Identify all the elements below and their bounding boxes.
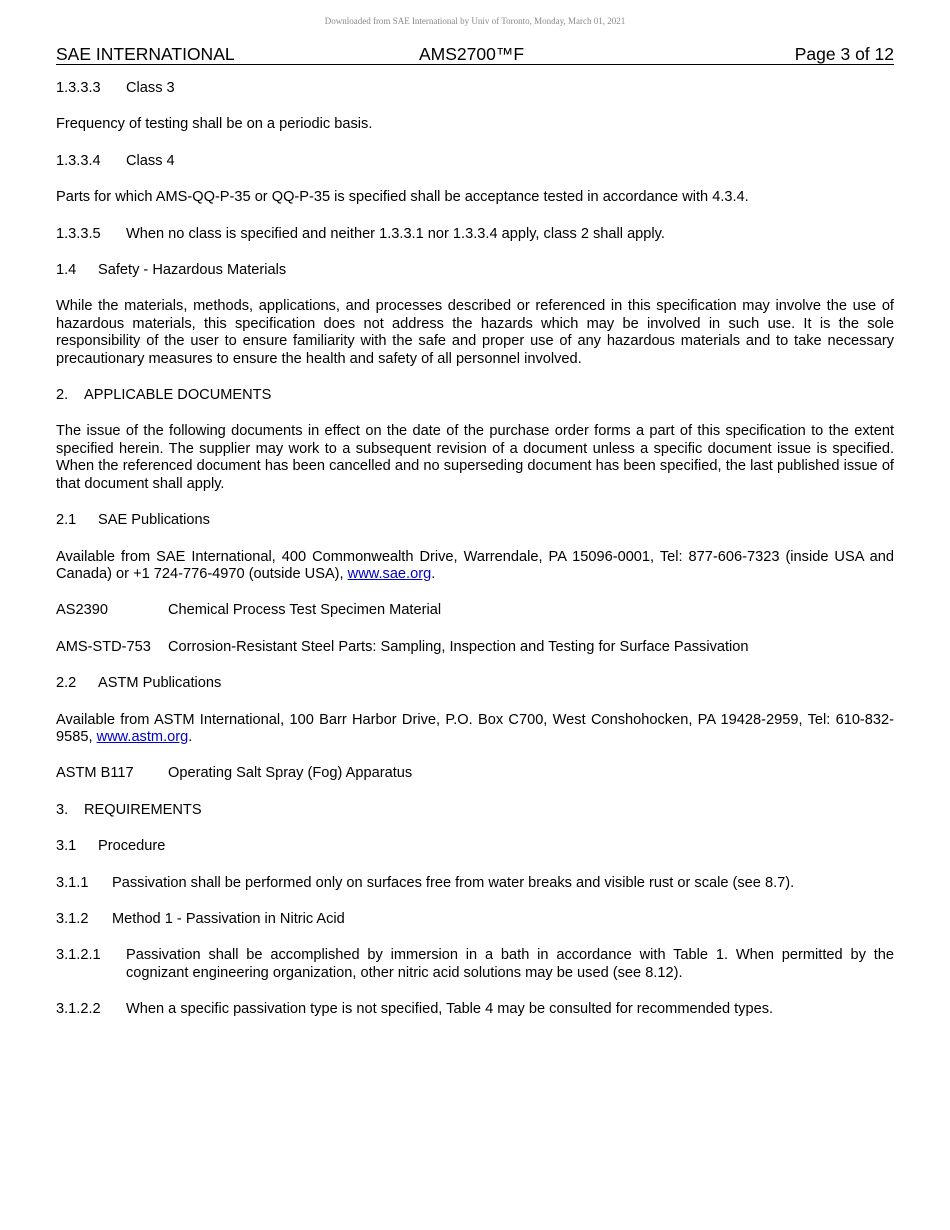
paragraph-applicable-documents: The issue of the following documents in effect on the date of the purchase order forms a part of this specification to the extent specified herein. The supplier may work to a subsequent revision of a document unless a specific document issue is specified. When the referenced document has been cancelled and no superseding document has been specified, the last published issue of that document shall apply. bbox=[56, 423, 894, 492]
period: . bbox=[188, 728, 193, 745]
heading-3 bbox=[56, 802, 894, 819]
reference-as2390 bbox=[56, 602, 894, 619]
astm-website-link[interactable]: www.astm.org bbox=[96, 728, 189, 745]
period: . bbox=[431, 565, 436, 582]
section-number: 3.1.2.1 bbox=[56, 947, 101, 964]
section-title: APPLICABLE DOCUMENTS bbox=[84, 387, 272, 404]
section-number: 1.3.3.5 bbox=[56, 225, 101, 242]
paragraph-class-4: Parts for which AMS-QQ-P-35 or QQ-P-35 is specified shall be acceptance tested in accordance with 4.3.4. bbox=[56, 189, 749, 206]
heading-1-3-3-4 bbox=[56, 153, 894, 170]
reference-title: Corrosion-Resistant Steel Parts: Sampling, Inspection and Testing for Surface Passivation bbox=[168, 638, 749, 655]
section-title: Class 3 bbox=[126, 80, 175, 96]
document-body bbox=[56, 80, 894, 1019]
section-number: 1.4 bbox=[56, 262, 77, 279]
reference-code: AS2390 bbox=[56, 602, 108, 619]
clause-text: When no class is specified and neither 1.3.3.1 nor 1.3.3.4 apply, class 2 shall apply. bbox=[126, 225, 665, 242]
section-number: 3.1.2 bbox=[56, 910, 89, 927]
heading-3-1-2 bbox=[56, 911, 894, 928]
reference-title: Operating Salt Spray (Fog) Apparatus bbox=[168, 765, 413, 782]
clause-3-1-1 bbox=[56, 875, 894, 892]
heading-2-1 bbox=[56, 512, 894, 529]
section-number: 3.1.1 bbox=[56, 874, 89, 891]
section-title: Procedure bbox=[98, 838, 166, 855]
section-number: 2.2 bbox=[56, 675, 77, 692]
reference-code: ASTM B117 bbox=[56, 765, 134, 782]
clause-text: Passivation shall be performed only on surfaces free from water breaks and visible rust or scale (see 8.7). bbox=[112, 874, 795, 891]
clause-text: Passivation shall be accomplished by immersion in a bath in accordance with Table 1. When permitted by the cognizant engineering organization, other nitric acid solutions may be used (see 8.12). bbox=[126, 947, 894, 981]
clause-3-1-2-2 bbox=[56, 1001, 894, 1018]
download-watermark: Downloaded from SAE International by Univ of Toronto, Monday, March 01, 2021 bbox=[324, 16, 626, 26]
section-number: 3.1.2.2 bbox=[56, 1001, 101, 1018]
sae-address-text: Available from SAE International, 400 Commonwealth Drive, Warrendale, PA 15096-0001, Tel: 877-606-7323 (inside USA and Canada) or +1 724-776-4970 (outside USA), bbox=[56, 548, 894, 582]
clause-3-1-2-1 bbox=[56, 947, 894, 982]
heading-1-3-3-3 bbox=[56, 80, 894, 97]
reference-ams-std-753 bbox=[56, 639, 894, 656]
header-organization: SAE INTERNATIONAL bbox=[56, 44, 235, 64]
section-title: SAE Publications bbox=[98, 512, 210, 529]
heading-2 bbox=[56, 387, 894, 404]
section-number: 3. bbox=[56, 801, 69, 818]
paragraph-sae-availability bbox=[56, 549, 894, 584]
section-title: ASTM Publications bbox=[98, 675, 222, 692]
section-number: 2. bbox=[56, 387, 69, 404]
section-number: 3.1 bbox=[56, 838, 77, 855]
clause-1-3-3-5 bbox=[56, 226, 894, 243]
reference-code: AMS-STD-753 bbox=[56, 638, 151, 655]
section-title: Method 1 - Passivation in Nitric Acid bbox=[112, 910, 345, 927]
paragraph-astm-availability bbox=[56, 712, 894, 747]
section-title: Safety - Hazardous Materials bbox=[98, 262, 287, 279]
paragraph-class-3: Frequency of testing shall be on a periodic basis. bbox=[56, 116, 373, 133]
section-number: 1.3.3.4 bbox=[56, 152, 101, 169]
reference-astm-b117 bbox=[56, 765, 894, 782]
section-title: Class 4 bbox=[126, 152, 175, 169]
astm-address-text: Available from ASTM International, 100 Barr Harbor Drive, P.O. Box C700, West Conshohocken, PA 19428-2959, Tel: 610-832-9585, bbox=[56, 711, 894, 745]
reference-title: Chemical Process Test Specimen Material bbox=[168, 602, 442, 619]
clause-text: When a specific passivation type is not specified, Table 4 may be consulted for recommended types. bbox=[126, 1001, 774, 1018]
heading-2-2 bbox=[56, 675, 894, 692]
sae-website-link[interactable]: www.sae.org bbox=[347, 565, 432, 582]
paragraph-safety: While the materials, methods, applications, and processes described or referenced in this specification may involve the use of hazardous materials, this specification does not address the hazards which may be involved in such use. It is the sole responsibility of the user to ensure familiarity with the safe and proper use of any hazardous materials and to take necessary precautionary measures to ensure the health and safety of all personnel involved. bbox=[56, 298, 894, 367]
heading-3-1 bbox=[56, 838, 894, 855]
heading-1-4 bbox=[56, 262, 894, 279]
section-number: 1.3.3.3 bbox=[56, 80, 101, 96]
page-header bbox=[56, 44, 894, 65]
header-page-number: Page 3 of 12 bbox=[794, 44, 894, 64]
section-title: REQUIREMENTS bbox=[84, 801, 202, 818]
section-number: 2.1 bbox=[56, 512, 77, 529]
header-document-number: AMS2700™F bbox=[419, 44, 525, 64]
